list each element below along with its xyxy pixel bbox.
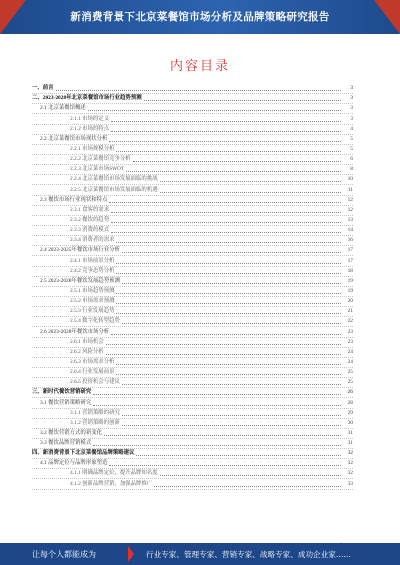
toc-entry-page: 32 [342,449,353,458]
toc-leader-dots [160,181,341,182]
toc-entry-label: 2.5.3 行业发展趋势 [70,308,115,315]
toc-entry-page: 3 [342,115,353,124]
toc-entry[interactable] [32,378,353,388]
toc-entry[interactable] [32,145,353,155]
toc-leader-dots [109,141,341,142]
toc-entry[interactable] [32,226,353,236]
toc-entry-label: 3.1.1 营销策略的研究 [70,409,120,416]
toc-entry-label: 4.1.2 创新品牌营销，加强品牌推广 [70,480,153,487]
toc-leader-dots [111,131,341,132]
toc-leader-dots [136,455,341,456]
toc-entry[interactable] [32,348,353,358]
toc-entry[interactable] [32,317,353,327]
toc-entry[interactable] [32,185,353,195]
report-title: 新消费背景下北京菜餐馆市场分析及品牌策略研究报告 [70,11,330,23]
toc-entry-label: 2.2.5 北京菜餐馆市场发展面临的机遇 [70,186,158,193]
toc-entry-page: 12 [342,196,353,205]
toc-entry-page: 14 [342,226,353,235]
toc-entry-page: 21 [342,307,353,316]
toc-entry-label: 2.6.1 市场机会 [70,338,104,345]
toc-entry-page: 23 [342,328,353,337]
toc-entry-label: 2.2.3 北京菜市场SWOT [70,166,125,173]
toc-entry-label: 一、前言 [32,85,54,92]
toc-entry[interactable] [32,114,353,124]
toc-entry[interactable] [32,104,353,114]
toc-entry-page: 22 [342,317,353,326]
toc-entry[interactable] [32,236,353,246]
toc-entry[interactable] [32,368,353,378]
toc-entry-label: 四、新消费背景下北京菜餐馆品牌策略建议 [32,450,135,457]
toc-entry-label: 2.1.2 市场的特点 [70,125,110,132]
toc-entry-label: 2.4.1 市场前景分析 [70,257,115,264]
toc-entry-label: 2.4 2023-2025年餐饮市场行业分析 [40,247,120,254]
toc-entry-label: 2.5.4 数字化转型趋势 [70,318,120,325]
toc-entry[interactable] [32,327,353,337]
toc-entry-label: 二、2023-2028年北京菜餐馆市场行业趋势预测 [32,95,142,102]
toc-entry-page: 32 [342,469,353,478]
toc-entry[interactable] [32,84,353,94]
toc-entry-label: 2.2.2 北京菜餐馆竞争分析 [70,156,131,163]
toc-entry[interactable] [32,409,353,419]
toc-leader-dots [111,212,341,213]
toc-entry-page: 5 [342,135,353,144]
table-of-contents [32,84,353,490]
toc-entry-label: 2.6.5 投资机会与建议 [70,379,120,386]
toc-entry-page: 26 [342,388,353,397]
toc-leader-dots [116,364,341,365]
toc-leader-dots [93,405,341,406]
toc-entry-label: 2.3.1 食客的需求 [70,206,110,213]
toc-leader-dots [154,486,341,487]
toc-entry[interactable] [32,277,353,287]
toc-entry-page: 17 [342,246,353,255]
toc-entry-label: 2.3.2 餐饮的趋势 [70,216,110,223]
toc-entry-page: 6 [342,155,353,164]
toc-entry-page: 10 [342,175,353,184]
toc-leader-dots [122,415,341,416]
toc-leader-dots [106,354,341,355]
toc-entry-page: 18 [342,267,353,276]
toc-entry-page: 19 [342,277,353,286]
toc-entry-page: 3 [342,84,353,93]
toc-leader-dots [116,293,341,294]
toc-entry-label: 3.2 餐饮营销方式的新变化 [40,429,102,436]
toc-leader-dots [122,384,341,385]
toc-entry[interactable] [32,246,353,256]
toc-heading: 内容目录 [169,59,230,74]
toc-leader-dots [144,100,341,101]
toc-entry[interactable] [32,469,353,479]
toc-entry-page: 30 [342,419,353,428]
toc-entry-label: 2.6 2023-2028年餐饮市场分析 [40,328,110,335]
toc-entry[interactable] [32,449,353,459]
toc-leader-dots [122,425,341,426]
toc-entry[interactable] [32,175,353,185]
toc-entry[interactable] [32,165,353,175]
toc-leader-dots [160,192,341,193]
toc-entry[interactable] [32,439,353,449]
toc-leader-dots [106,344,341,345]
toc-entry[interactable] [32,256,353,266]
toc-leader-dots [116,151,341,152]
toc-leader-dots [116,374,341,375]
toc-entry-label: 2.3.3 消费的模式 [70,227,110,234]
toc-entry[interactable] [32,307,353,317]
toc-entry[interactable] [32,267,353,277]
toc-entry-label: 2.3 餐饮市场行业现状和特点 [40,196,108,203]
toc-entry-page: 20 [342,297,353,306]
toc-entry[interactable] [32,216,353,226]
toc-entry-label: 2.4.2 竞争态势分析 [70,267,115,274]
toc-entry-page: 13 [342,216,353,225]
toc-entry-label: 4.1 品牌定位与品牌形象塑造 [40,460,108,467]
toc-leader-dots [116,303,341,304]
toc-leader-dots [56,90,341,91]
toc-entry[interactable] [32,135,353,145]
toc-leader-dots [88,110,341,111]
toc-leader-dots [116,263,341,264]
toc-entry[interactable] [32,338,353,348]
toc-leader-dots [116,313,341,314]
toc-entry[interactable] [32,125,353,135]
toc-entry-page: 24 [342,358,353,367]
toc-entry-page: 25 [342,368,353,377]
toc-entry-page: 12 [342,206,353,215]
toc-entry-label: 2.3.4 消费者的需求 [70,237,115,244]
toc-leader-dots [126,171,341,172]
toc-leader-dots [93,445,341,446]
toc-entry-page: 3 [342,94,353,103]
toc-entry-page: 17 [342,257,353,266]
report-header-banner [0,0,400,34]
toc-entry-page: 8 [342,165,353,174]
toc-entry-page: 16 [342,236,353,245]
toc-entry[interactable] [32,287,353,297]
toc-entry-label: 2.1.1 市场的定义 [70,115,110,122]
toc-entry[interactable] [32,196,353,206]
toc-entry[interactable] [32,388,353,398]
toc-entry[interactable] [32,358,353,368]
toc-entry-label: 2.2 北京菜餐馆市场现状分析 [40,135,108,142]
toc-entry[interactable] [32,429,353,439]
footer-arrow-icon [128,546,134,562]
toc-entry-label: 2.1 北京菜餐馆概述 [40,105,86,112]
toc-entry-page: 23 [342,338,353,347]
toc-leader-dots [111,232,341,233]
toc-entry-label: 三、新时代餐饮营销研究 [32,389,92,396]
toc-leader-dots [109,465,341,466]
toc-entry-label: 4.1.1 明确品牌定位，提升品牌知名度 [70,470,158,477]
toc-entry-page: 4 [342,125,353,134]
toc-entry-page: 28 [342,399,353,408]
toc-leader-dots [104,435,341,436]
toc-entry-label: 2.5.2 市场需求预测 [70,298,115,305]
toc-entry-label: 2.5.1 市场趋势预测 [70,287,115,294]
toc-entry-page: 31 [342,439,353,448]
footer-banner [0,543,400,565]
footer-slogan-right: 行业专家、管理专家、营销专家、战略专家、成功企业家…… [146,550,352,559]
toc-entry[interactable] [32,419,353,429]
toc-entry[interactable] [32,155,353,165]
toc-leader-dots [111,222,341,223]
toc-leader-dots [133,161,341,162]
toc-leader-dots [160,475,341,476]
toc-leader-dots [122,252,341,253]
toc-leader-dots [116,242,341,243]
toc-entry-label: 3.1.2 营销策略的创新 [70,419,120,426]
toc-entry-page: 33 [342,480,353,489]
toc-entry-page: 31 [342,429,353,438]
toc-entry-label: 2.2.4 北京菜餐馆市场发展面临的挑战 [70,176,158,183]
toc-entry[interactable] [32,94,353,104]
toc-entry-label: 2.6.2 风险分析 [70,348,104,355]
toc-entry-page: 24 [342,348,353,357]
toc-leader-dots [111,121,341,122]
toc-entry-page: 32 [342,459,353,468]
toc-entry-label: 2.6.4 行业发展前景 [70,369,115,376]
toc-entry-page: 19 [342,287,353,296]
toc-entry-label: 3.3 餐饮品牌营销模式 [40,440,92,447]
toc-entry-label: 3.1 餐饮营销策略研究 [40,399,92,406]
toc-entry-page: 5 [342,145,353,154]
toc-entry-label: 2.6.3 市场需求分析 [70,358,115,365]
toc-leader-dots [109,202,341,203]
toc-entry-page: 25 [342,378,353,387]
toc-entry[interactable] [32,459,353,469]
toc-leader-dots [116,273,341,274]
toc-entry-page: 3 [342,104,353,113]
toc-leader-dots [122,323,341,324]
footer-slogan-left: 让每个人都能成为 [32,550,96,559]
toc-entry[interactable] [32,479,353,489]
toc-entry-page: 11 [342,186,353,195]
toc-entry[interactable] [32,206,353,216]
toc-entry[interactable] [32,398,353,408]
toc-entry[interactable] [32,297,353,307]
toc-leader-dots [93,394,341,395]
toc-entry-label: 2.2.1 市场规模分析 [70,145,115,152]
toc-leader-dots [122,283,341,284]
toc-leader-dots [111,334,341,335]
toc-entry-page: 29 [342,409,353,418]
toc-entry-label: 2.5 2023-2028年餐饮发展趋势预测 [40,277,120,284]
